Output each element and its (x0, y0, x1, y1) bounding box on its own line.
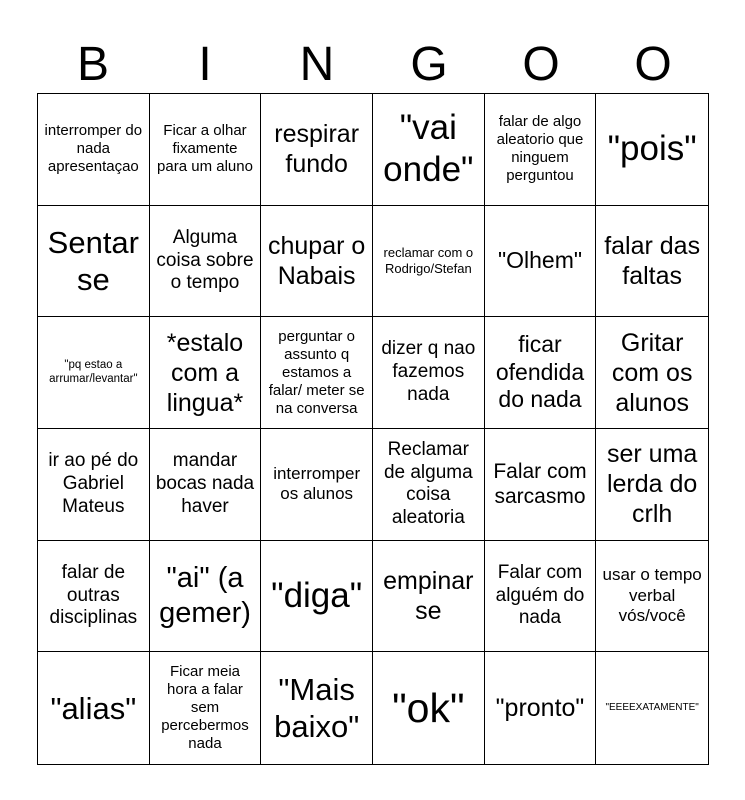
cell-text: Sentar se (47, 224, 139, 297)
cell-text: Ficar meia hora a falar sem percebermos nada (161, 663, 249, 753)
cell-text: falar de outras disciplinas (49, 561, 138, 629)
bingo-cell[interactable] (485, 317, 597, 429)
cell-text: "Olhem" (497, 247, 583, 274)
bingo-board (37, 93, 709, 765)
cell-text: falar das faltas (604, 231, 701, 290)
cell-text: usar o tempo verbal vós/você (602, 565, 702, 626)
cell-text: ser uma lerda do crlh (606, 440, 698, 529)
cell-text: "diga" (271, 575, 363, 615)
bingo-cell[interactable] (150, 206, 262, 318)
cell-text: Alguma coisa sobre o tempo (156, 226, 254, 294)
cell-text: Falar com sarcasmo (493, 460, 587, 509)
cell-text: falar de algo aleatorio que ninguem perguntou (496, 113, 584, 185)
bingo-cell[interactable] (596, 317, 708, 429)
cell-text: ir ao pé do Gabriel Mateus (48, 450, 139, 517)
bingo-cell[interactable] (596, 652, 708, 764)
bingo-cell[interactable] (38, 206, 150, 318)
cell-text: Reclamar de alguma coisa aleatoria (383, 438, 473, 529)
bingo-cell[interactable] (261, 94, 373, 206)
bingo-cell[interactable] (373, 94, 485, 206)
cell-text: Gritar com os alunos (611, 328, 693, 417)
cell-text: respirar fundo (274, 120, 360, 179)
bingo-cell[interactable] (485, 652, 597, 764)
bingo-cell[interactable] (485, 94, 597, 206)
bingo-cell[interactable] (373, 206, 485, 318)
header-letter-o-2: O (634, 38, 672, 91)
cell-text: "Mais baixo" (274, 671, 360, 745)
cell-text: "pronto" (495, 694, 585, 723)
bingo-cell[interactable] (261, 206, 373, 318)
bingo-cell[interactable] (261, 652, 373, 764)
bingo-cell[interactable] (150, 541, 262, 653)
cell-text: mandar bocas nada haver (155, 450, 255, 517)
bingo-cell[interactable] (485, 429, 597, 541)
header-letter-o: O (522, 38, 560, 91)
bingo-cell[interactable] (150, 317, 262, 429)
bingo-cell[interactable] (596, 541, 708, 653)
bingo-cell[interactable] (596, 94, 708, 206)
bingo-cell[interactable] (373, 317, 485, 429)
header-letter-n: N (299, 38, 335, 91)
header-letter-b: B (76, 38, 109, 91)
cell-text: Falar com alguém do nada (495, 561, 585, 629)
cell-text: "ok" (392, 684, 465, 731)
bingo-cell[interactable] (373, 652, 485, 764)
cell-text: Ficar a olhar fixamente para um aluno (157, 122, 253, 176)
cell-text: "ai" (a gemer) (159, 562, 251, 629)
bingo-cell[interactable] (38, 94, 150, 206)
bingo-cell[interactable] (38, 652, 150, 764)
bingo-cell[interactable] (150, 652, 262, 764)
bingo-cell[interactable] (261, 317, 373, 429)
cell-text: "pois" (607, 129, 697, 169)
cell-text: interromper do nada apresentaçao (44, 122, 143, 176)
bingo-cell[interactable] (38, 317, 150, 429)
cell-text: "alias" (50, 690, 137, 726)
cell-text: perguntar o assunto q estamos a falar/ meter se na conversa (268, 327, 365, 417)
bingo-header (37, 36, 709, 94)
cell-text: *estalo com a lingua* (166, 328, 244, 417)
header-letter-i: I (198, 38, 212, 91)
cell-text: empinar se (383, 566, 474, 625)
bingo-cell[interactable] (596, 206, 708, 318)
bingo-cell[interactable] (373, 541, 485, 653)
bingo-cell[interactable] (150, 429, 262, 541)
cell-text: chupar o Nabais (268, 231, 366, 290)
cell-text: interromper os alunos (273, 463, 361, 504)
cell-text: "EEEEXATAMENTE" (605, 702, 699, 714)
cell-text: dizer q nao fazemos nada (381, 338, 476, 406)
bingo-cell[interactable] (596, 429, 708, 541)
bingo-cell[interactable] (373, 429, 485, 541)
bingo-cell[interactable] (150, 94, 262, 206)
cell-text: ficar ofendida do nada (495, 331, 585, 413)
bingo-cell[interactable] (261, 429, 373, 541)
bingo-cell[interactable] (485, 206, 597, 318)
bingo-cell[interactable] (485, 541, 597, 653)
bingo-cell[interactable] (261, 541, 373, 653)
cell-text: "vai onde" (383, 108, 474, 190)
cell-text: "pq estao a arrumar/levantar" (49, 358, 138, 385)
header-letter-g: G (410, 38, 448, 91)
bingo-cell[interactable] (38, 429, 150, 541)
cell-text: reclamar com o Rodrigo/Stefan (383, 245, 474, 276)
bingo-cell[interactable] (38, 541, 150, 653)
